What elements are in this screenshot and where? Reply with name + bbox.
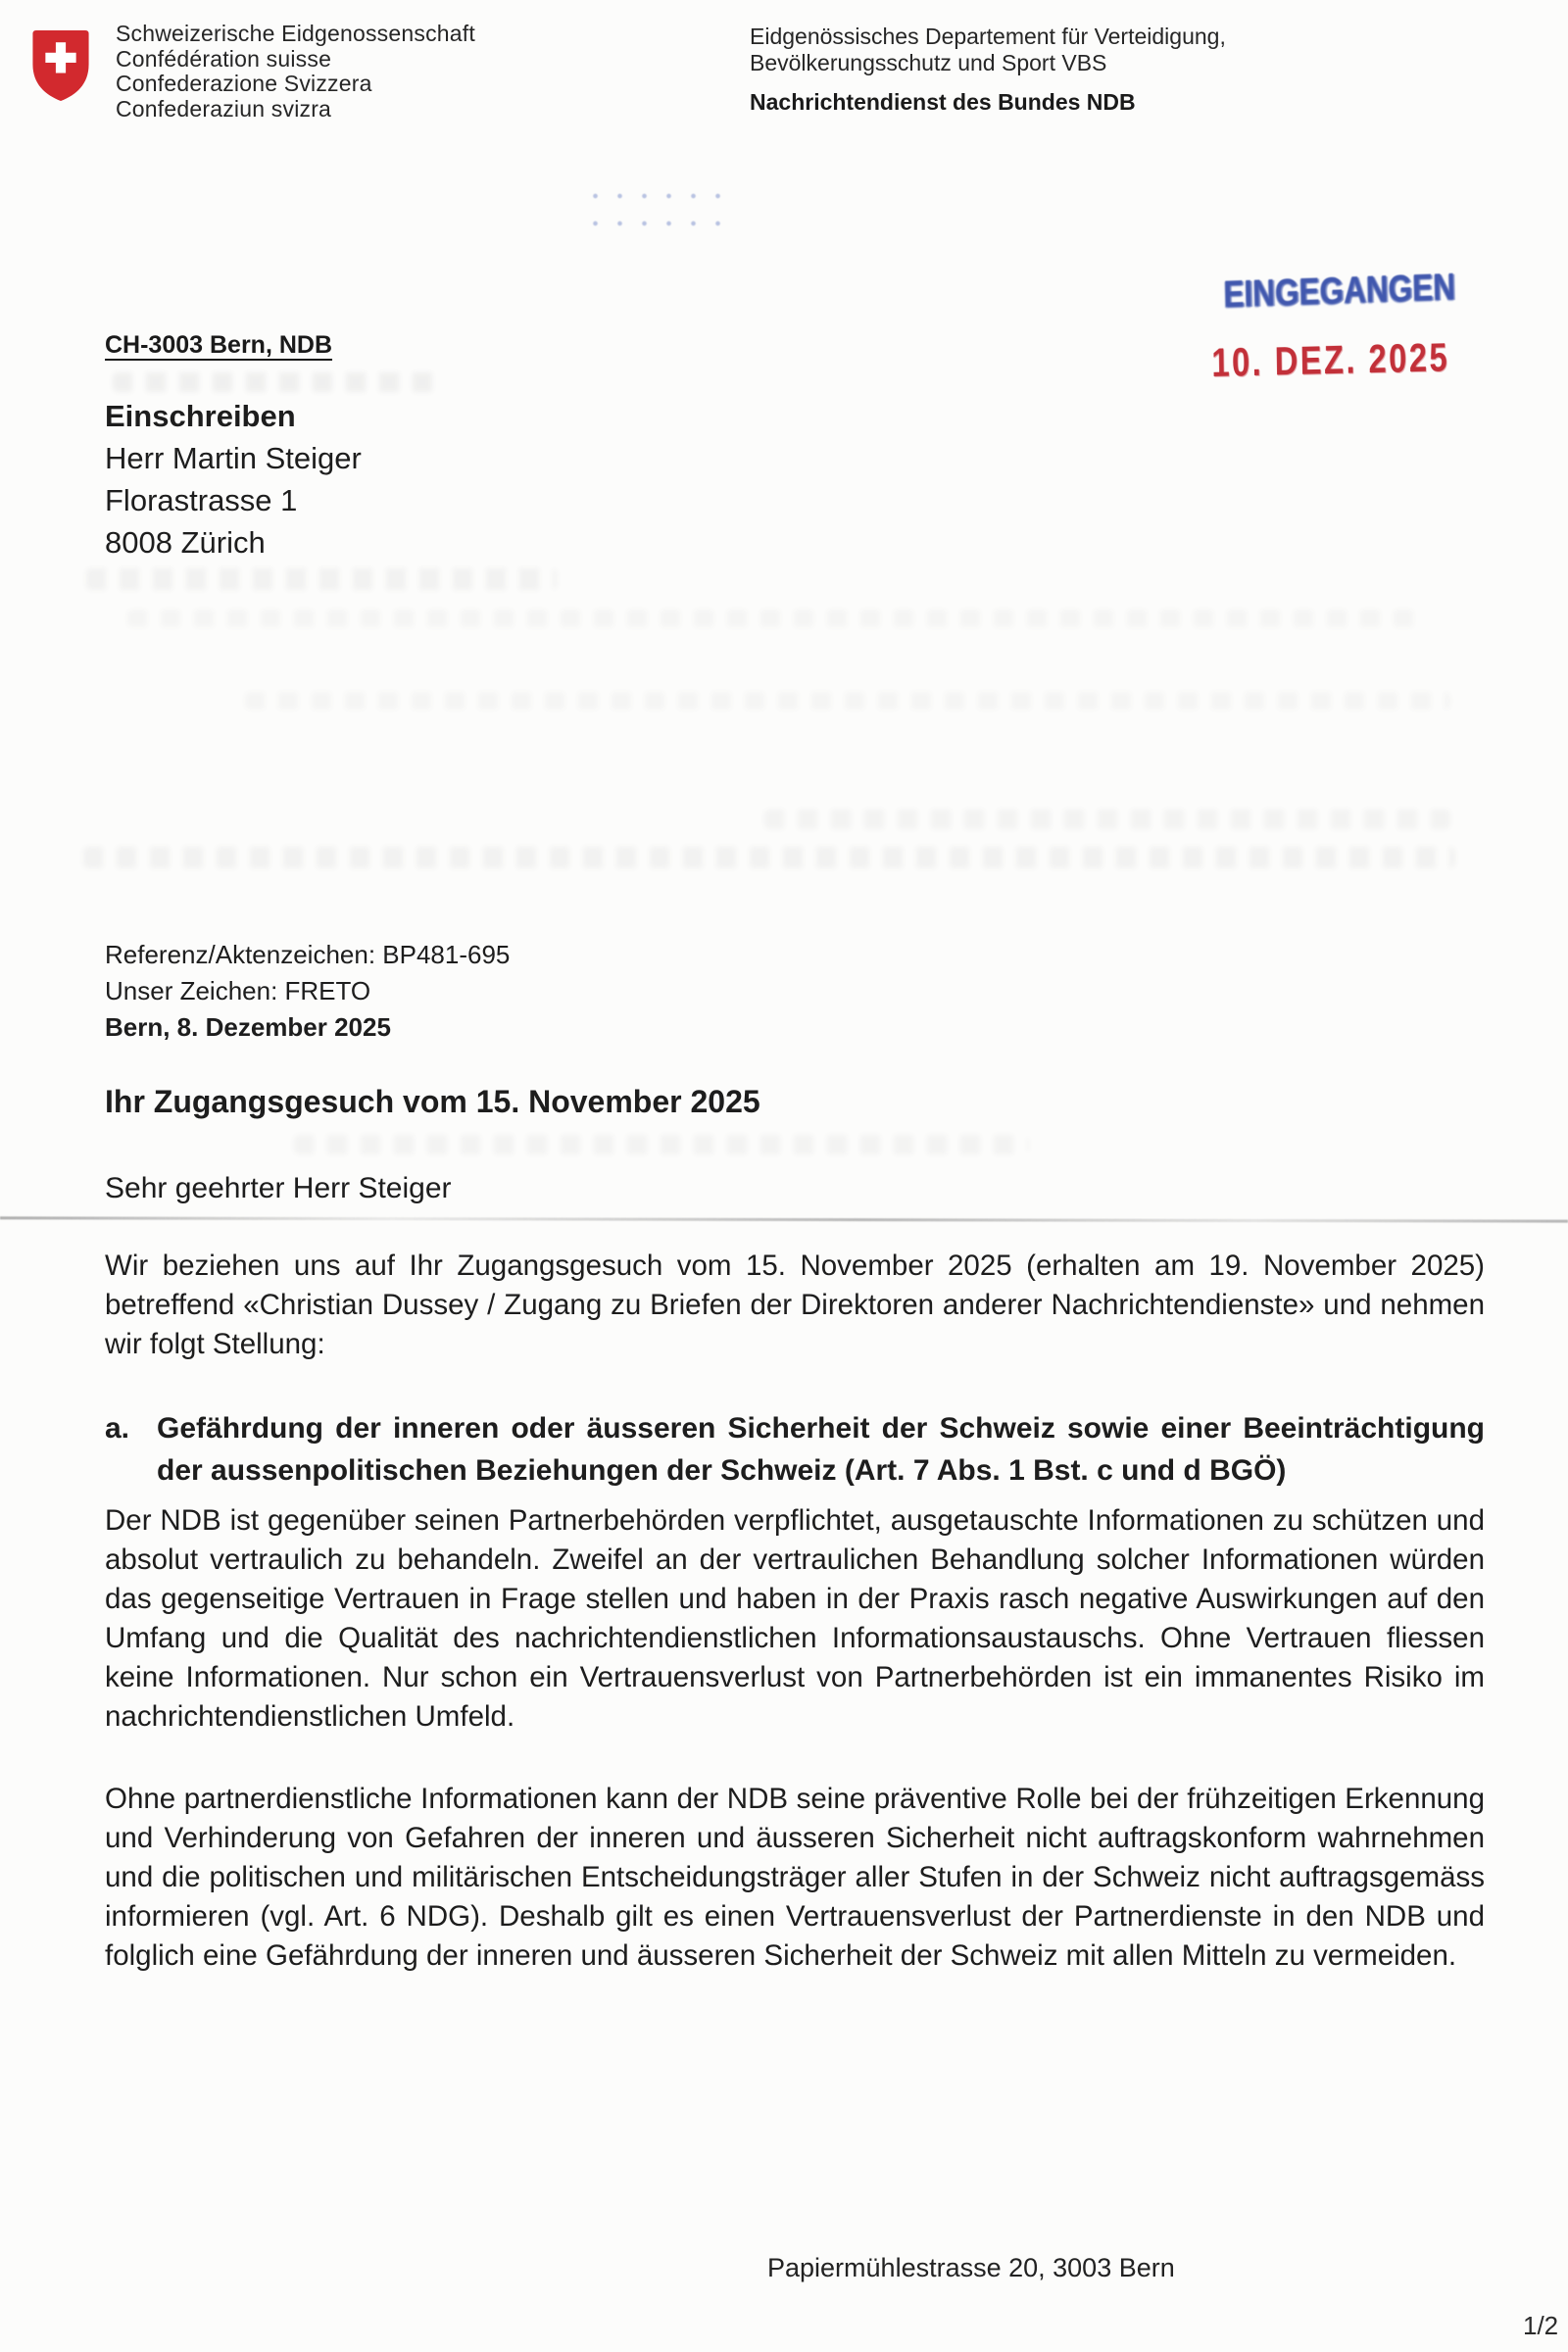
office-name: Nachrichtendienst des Bundes NDB [750,89,1136,115]
department-line: Eidgenössisches Departement für Verteidigung, [750,24,1226,49]
confederation-line: Confédération suisse [116,45,332,72]
confederation-line: Schweizerische Eidgenossenschaft [116,21,475,46]
received-stamp-label: EINGEGANGEN [1223,267,1456,316]
recipient-name: Herr Martin Steiger [105,441,362,475]
scan-artifact-bleedthrough [113,372,436,392]
reference-block [105,937,510,1046]
list-item-a-marker: a. [105,1412,130,1445]
recipient-street: Florastrasse 1 [105,483,298,517]
salutation: Sehr geehrter Herr Steiger [105,1172,452,1204]
reference-number: Referenz/Aktenzeichen: BP481-695 [105,940,511,969]
scan-artifact-bleedthrough [294,1135,1029,1154]
scan-artifact-bleedthrough [83,847,1455,868]
confederation-line: Confederazione Svizzera [116,71,372,96]
scan-artifact-bleedthrough [86,568,557,590]
scan-artifact-bleedthrough [764,809,1450,829]
body-paragraph-1: Der NDB ist gegenüber seinen Partnerbehörden verpflichtet, ausgetauschte Informationen zu schützen und absolut vertraulich zu behandeln. Zweifel an der vertraulichen Behandlung solcher Informationen würden das gegenseitige Vertrauen in Frage stellen und haben in der Praxis rasch negative Auswirkungen auf den Umfang und die Qualität des nachrichtendienstlichen Informationsaustauschs. Ohne Vertrauen fliessen keine Informationen. Nur schon ein Vertrauensverlust von Partnerbehörden ist ein immanentes Risiko im nachrichtendienstlichen Umfeld. [105,1504,1485,1733]
department-line: Bevölkerungsschutz und Sport VBS [750,50,1107,75]
swiss-coat-of-arms-icon [27,25,94,104]
letter-body [105,1247,1485,2019]
subject-line: Ihr Zugangsgesuch vom 15. November 2025 [105,1084,760,1119]
our-reference: Unser Zeichen: FRETO [105,976,371,1005]
sender-return-line: CH-3003 Bern, NDB [105,331,333,359]
address-block [105,331,362,564]
confederation-name-block [116,22,475,122]
scan-artifact-bleedthrough [245,692,1450,710]
recipient-city: 8008 Zürich [105,525,266,560]
page-number: 1/2 [1523,2311,1559,2340]
department-block [750,24,1226,116]
list-item-a [105,1407,1485,1494]
place-and-date: Bern, 8. Dezember 2025 [105,1012,391,1042]
delivery-type: Einschreiben [105,399,296,433]
received-stamp-date: 10. DEZ. 2025 [1211,334,1450,385]
swiss-cross-horizontal [45,53,75,63]
scan-artifact-bleedthrough [127,610,1421,627]
scan-artifact-printer-dots [583,182,740,243]
confederation-line: Confederaziun svizra [116,95,332,122]
footer-address: Papiermühlestrasse 20, 3003 Bern [767,2253,1175,2282]
scan-crease-line [0,1216,1568,1222]
body-paragraph-2: Ohne partnerdienstliche Informationen kann der NDB seine präventive Rolle bei der frühzeitigen Erkennung und Verhinderung von Gefahren der inneren und äusseren Sicherheit nicht auftragskonform wahrnehmen und die politischen und militärischen Entscheidungsträger aller Stufen in der Schweiz nicht auftragsgemäss informieren (vgl. Art. 6 NDG). Deshalb gilt es einen Vertrauensverlust der Partnerdienste in den NDB und folglich eine Gefährdung der inneren und äusseren Sicherheit der Schweiz mit allen Mitteln zu vermeiden. [105,1783,1485,1972]
list-item-a-heading: Gefährdung der inneren oder äusseren Sicherheit der Schweiz sowie einer Beeinträchtigung der aussenpolitischen Beziehungen der Schweiz (Art. 7 Abs. 1 Bst. c und d BGÖ) [157,1412,1485,1487]
intro-paragraph: Wir beziehen uns auf Ihr Zugangsgesuch vom 15. November 2025 (erhalten am 19. November 2025) betreffend «Christian Dussey / Zugang zu Briefen der Direktoren anderer Nachrichtendienste» und nehmen wir folgt Stellung: [105,1250,1485,1360]
